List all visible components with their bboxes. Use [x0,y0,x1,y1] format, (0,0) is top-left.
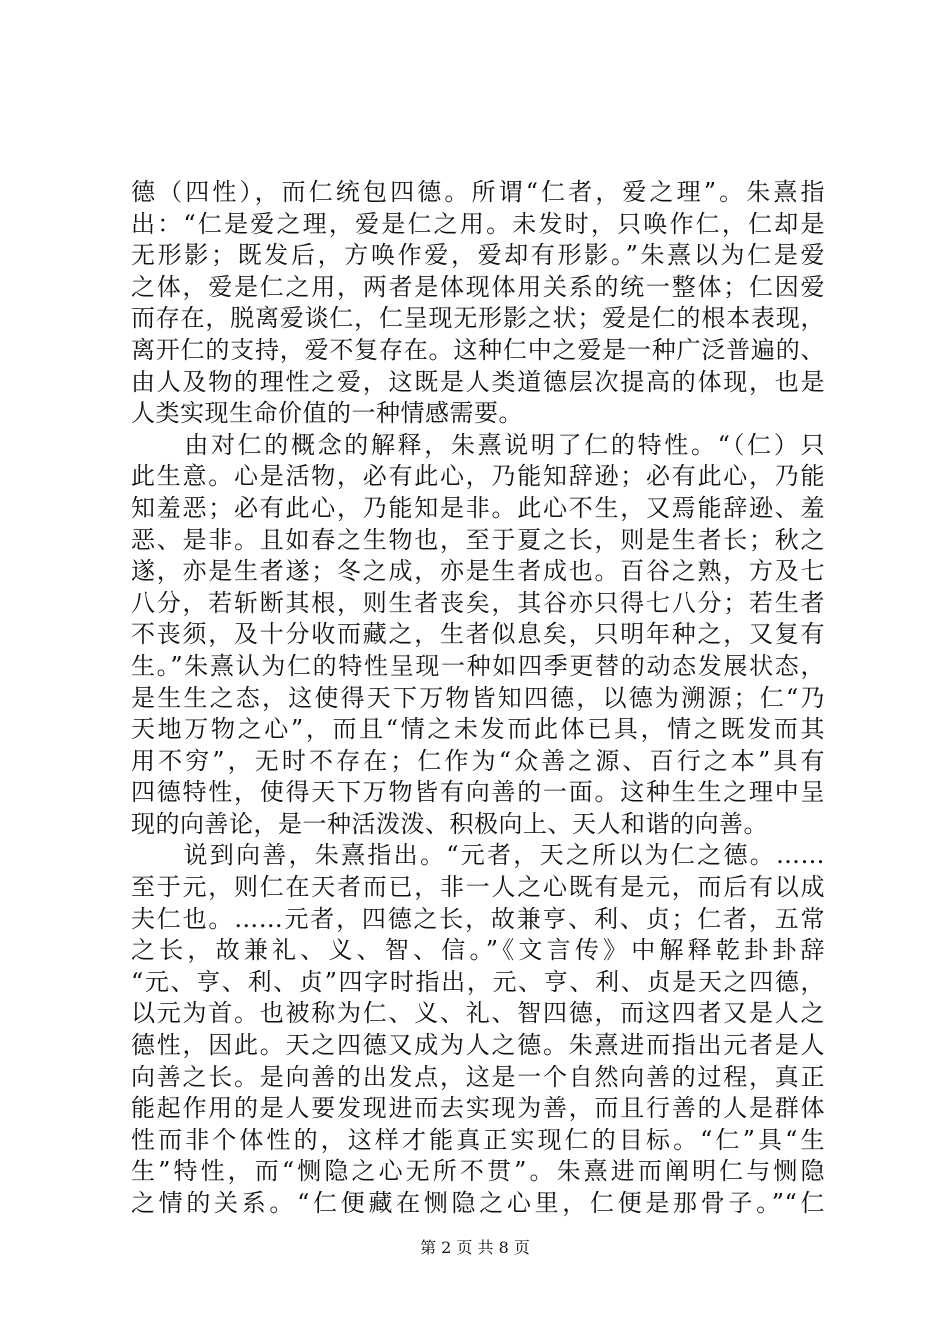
text-line: 生。”朱熹认为仁的特性呈现一种如四季更替的动态发展状态， [131,651,825,680]
text-line: 之长，故兼礼、义、智、信。”《文言传》中解释乾卦卦辞 [131,936,825,965]
text-line: 是生生之态，这使得天下万物皆知四德，以德为溯源；仁“乃 [131,683,825,712]
text-line: 之体，爱是仁之用，两者是体现体用关系的统一整体；仁因爱 [131,272,825,301]
text-line: 人类实现生命价值的一种情感需要。 [131,399,523,428]
text-line: 德（四性），而仁统包四德。所谓“仁者，爱之理”。朱熹指 [131,178,825,206]
text-line: 遂，亦是生者遂；冬之成，亦是生者成也。百谷之熟，方及七 [131,557,825,586]
document-body [131,177,825,1220]
text-line: 八分，若斩断其根，则生者丧矣，其谷亦只得七八分；若生者 [131,588,825,617]
page-number-footer: 第 2 页 共 8 页 [420,1238,530,1257]
text-line: 离开仁的支持，爱不复存在。这种仁中之爱是一种广泛普遍的、 [131,335,825,364]
text-line: 由人及物的理性之爱，这既是人类道德层次提高的体现，也是 [131,367,825,396]
text-line: 由对仁的概念的解释，朱熹说明了仁的特性。“（仁）只 [131,430,825,459]
text-line: 以元为首。也被称为仁、义、礼、智四德，而这四者又是人之 [131,999,825,1028]
text-line: 天地万物之心”，而且“情之未发而此体已具，情之既发而其 [131,715,825,744]
text-line: 用不穷”，无时不存在；仁作为“众善之源、百行之本”具有 [131,746,825,775]
text-line: 恶、是非。且如春之生物也，至于夏之长，则是生者长；秋之 [131,525,825,554]
text-line: 之情的关系。“仁便藏在恻隐之心里，仁便是那骨子。”“仁 [131,1189,825,1217]
text-line: 至于元，则仁在天者而已，非一人之心既有是元，而后有以成 [131,873,825,902]
text-line: “元、亨、利、贞”四字时指出，元、亨、利、贞是天之四德， [131,967,825,996]
text-line: 此生意。心是活物，必有此心，乃能知辞逊；必有此心，乃能 [131,462,825,491]
text-line: 知羞恶；必有此心，乃能知是非。此心不生，又焉能辞逊、羞 [131,493,825,522]
text-line: 德性，因此。天之四德又成为人之德。朱熹进而指出元者是人 [131,1031,825,1060]
text-line: 夫仁也。……元者，四德之长，故兼亨、利、贞；仁者，五常 [131,904,825,933]
text-line: 四德特性，使得天下万物皆有向善的一面。这种生生之理中呈 [131,778,825,807]
text-line: 生”特性，而“恻隐之心无所不贯”。朱熹进而阐明仁与恻隐 [131,1157,825,1186]
text-line: 向善之长。是向善的出发点，这是一个自然向善的过程，真正 [131,1062,825,1091]
text-line: 出：“仁是爱之理，爱是仁之用。未发时，只唤作仁，仁却是 [131,209,825,238]
text-line: 性而非个体性的，这样才能真正实现仁的目标。“仁”具“生 [131,1125,825,1154]
text-line: 现的向善论，是一种活泼泼、积极向上、天人和谐的向善。 [131,809,768,838]
text-line: 而存在，脱离爱谈仁，仁呈现无形影之状；爱是仁的根本表现， [131,304,825,333]
text-line: 说到向善，朱熹指出。“元者，天之所以为仁之德。…… [131,841,825,870]
text-line: 无形影；既发后，方唤作爱，爱却有形影。”朱熹以为仁是爱 [131,241,825,270]
text-line: 能起作用的是人要发现进而去实现为善，而且行善的人是群体 [131,1094,825,1123]
text-line: 不丧须，及十分收而藏之，生者似息矣，只明年种之，又复有 [131,620,825,649]
